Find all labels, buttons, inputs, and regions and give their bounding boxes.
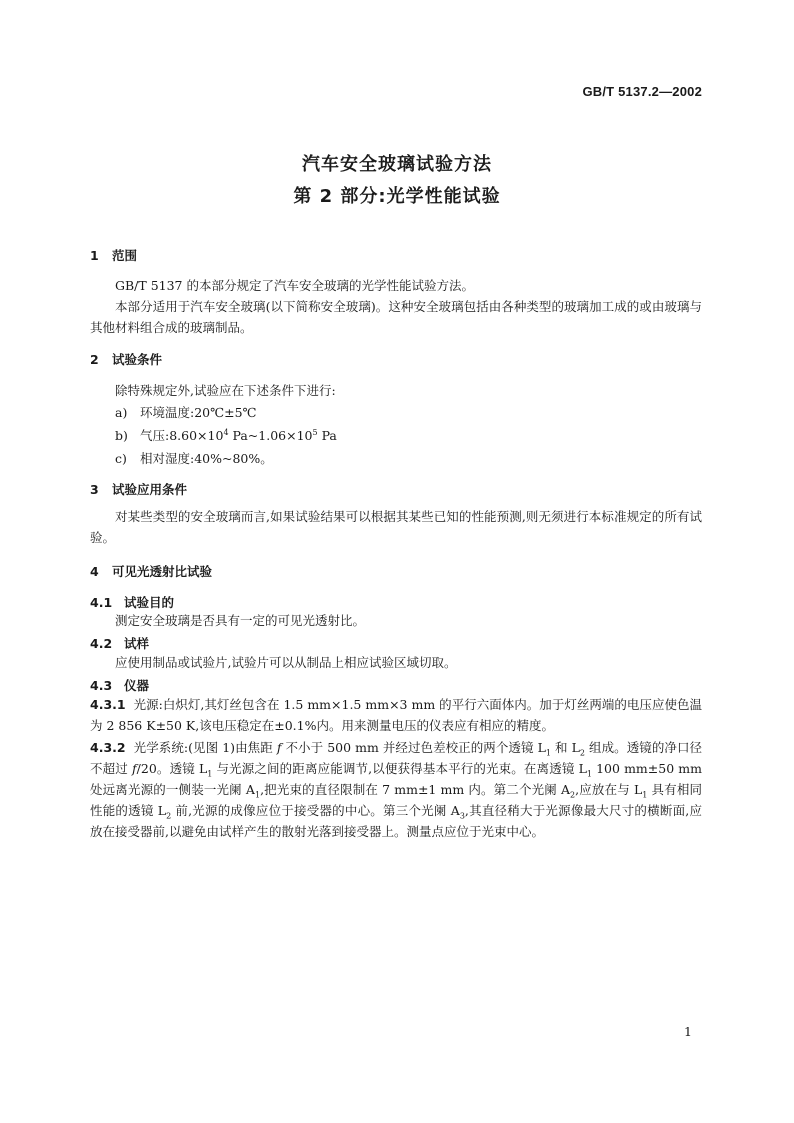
focal-symbol: f xyxy=(132,761,137,776)
clause-4-3-2 xyxy=(90,737,702,842)
section-number: 4 xyxy=(90,564,99,579)
section-title: 范围 xyxy=(112,248,138,263)
subscript: 1 xyxy=(586,769,592,779)
section-1-para-1: GB/T 5137 的本部分规定了汽车安全玻璃的光学性能试验方法。 xyxy=(115,278,474,293)
section-number: 1 xyxy=(90,248,99,263)
subsection-4-2-heading xyxy=(90,634,149,652)
section-1-heading xyxy=(90,246,137,264)
subsection-4-1-heading xyxy=(90,593,174,611)
section-title: 试验应用条件 xyxy=(112,482,188,497)
exponent: 4 xyxy=(223,427,229,437)
section-2-heading xyxy=(90,350,162,368)
subscript: 2 xyxy=(570,790,576,800)
subscript: 1 xyxy=(254,790,261,800)
subsection-4-1-text: 测定安全玻璃是否具有一定的可见光透射比。 xyxy=(115,613,366,628)
item-text: 环境温度:20℃±5℃ xyxy=(140,405,257,420)
clause-text: 100 mm±50 mm 处远离光源的一侧装一光阑 A xyxy=(90,761,702,797)
section-1-para-2: 本部分适用于汽车安全玻璃(以下简称安全玻璃)。这种安全玻璃包括由各种类型的玻璃加工成的或由玻璃与其他材料组合成的玻璃制品。 xyxy=(90,299,702,335)
exponent: 5 xyxy=(312,427,318,437)
item-text-pre: 气压:8.60×10 xyxy=(140,428,224,443)
clause-text: ,应放在与 L xyxy=(575,782,643,797)
clause-text: ,把光束的直径限制在 7 mm±1 mm 内。第二个光阑 A xyxy=(260,782,571,797)
clause-text: ,其直径稍大于光源像最大尺寸的横断面,应放在接受器前,以避免由试样产生的散射光落到接受器上。测量点应位于光束中心。 xyxy=(90,803,702,839)
clause-number: 4.3.1 xyxy=(90,697,126,712)
section-4-heading xyxy=(90,562,212,580)
item-label: b) xyxy=(115,428,128,443)
section-number: 2 xyxy=(90,352,99,367)
clause-text: 光源:白炽灯,其灯丝包含在 1.5 mm×1.5 mm×3 mm 的平行六面体内。加于灯丝两端的电压应使色温为 2 856 K±50 K,该电压稳定在±0.1%内。用来测量电压的仪表应有相应的精度。 xyxy=(90,697,702,733)
page-number: 1 xyxy=(684,1024,692,1039)
subsection-4-2-text: 应使用制品或试验片,试验片可以从制品上相应试验区域切取。 xyxy=(115,655,457,670)
clause-text: /20。透镜 L xyxy=(136,761,208,776)
item-text: 相对湿度:40%~80%。 xyxy=(140,451,273,466)
list-item xyxy=(115,403,257,421)
list-item xyxy=(115,426,337,444)
clause-text: 不小于 500 mm 并经过色差校正的两个透镜 L xyxy=(281,740,546,755)
clause-text: 组成。透镜的净口径不超过 xyxy=(90,740,703,776)
clause-text: 光学系统:(见图 1)由焦距 xyxy=(133,740,277,755)
section-2-intro: 除特殊规定外,试验应在下述条件下进行: xyxy=(115,383,336,398)
subsection-title: 仪器 xyxy=(124,678,150,693)
subscript: 1 xyxy=(642,790,648,800)
subsection-number: 4.2 xyxy=(90,636,113,651)
item-text-post: Pa xyxy=(317,428,337,443)
item-label: a) xyxy=(115,405,128,420)
subscript: 3 xyxy=(459,811,465,821)
item-label: c) xyxy=(115,451,127,466)
subscript: 1 xyxy=(545,748,551,758)
clause-text: 和 L xyxy=(550,740,580,755)
section-number: 3 xyxy=(90,482,99,497)
section-3-para-1: 对某些类型的安全玻璃而言,如果试验结果可以根据其某些已知的性能预测,则无须进行本标准规定的所有试验。 xyxy=(90,509,702,545)
clause-4-3-1 xyxy=(90,694,702,736)
subscript: 2 xyxy=(166,811,172,821)
focal-symbol: f xyxy=(276,740,282,755)
subsection-number: 4.1 xyxy=(90,595,113,610)
list-item xyxy=(115,449,273,467)
item-text-mid: Pa~1.06×10 xyxy=(228,428,313,443)
title-line-2: 第 2 部分:光学性能试验 xyxy=(293,186,501,207)
subscript: 2 xyxy=(579,748,585,758)
clause-number: 4.3.2 xyxy=(90,740,126,755)
subsection-4-3-heading xyxy=(90,676,149,694)
subsection-title: 试样 xyxy=(124,636,150,651)
clause-text: 具有相同性能的透镜 L xyxy=(90,782,702,818)
title-line-1: 汽车安全玻璃试验方法 xyxy=(302,154,492,175)
subscript: 1 xyxy=(207,769,213,779)
section-title: 试验条件 xyxy=(112,352,163,367)
subsection-title: 试验目的 xyxy=(124,595,175,610)
clause-text: 前,光源的成像应位于接受器的中心。第三个光阑 A xyxy=(171,803,460,818)
clause-text: 与光源之间的距离应能调节,以便获得基本平行的光束。在离透镜 L xyxy=(212,761,587,776)
section-3-heading xyxy=(90,480,187,498)
section-title: 可见光透射比试验 xyxy=(112,564,213,579)
subsection-number: 4.3 xyxy=(90,678,113,693)
standard-code: GB/T 5137.2—2002 xyxy=(582,84,702,99)
